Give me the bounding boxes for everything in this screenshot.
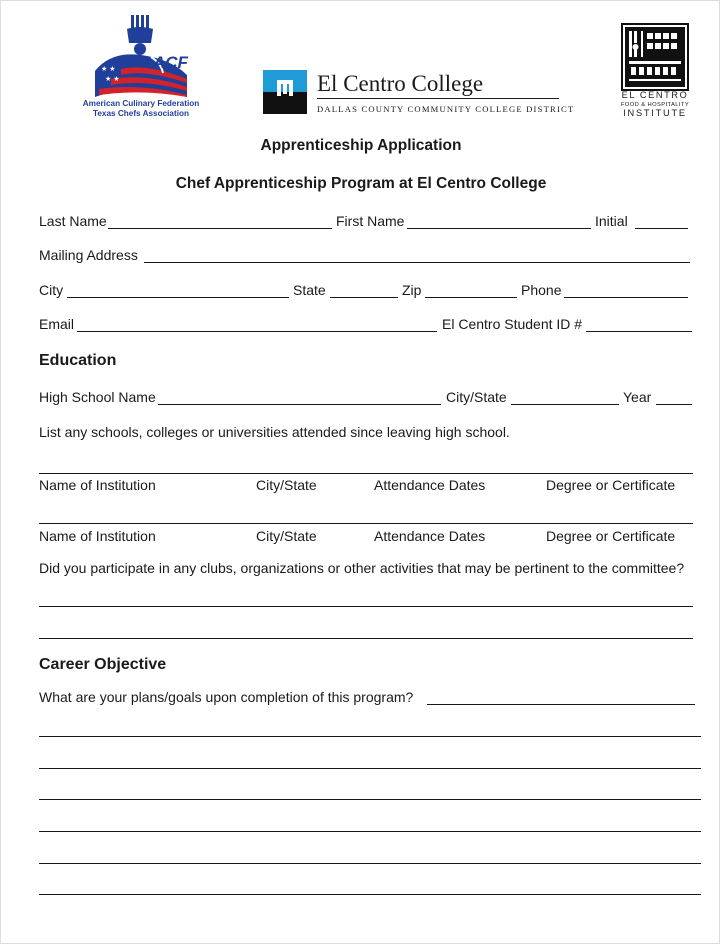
- acf-mark: ACF: [153, 53, 188, 72]
- ecc-emblem-icon: [263, 70, 307, 114]
- col-city-state-2: City/State: [256, 528, 317, 544]
- career-objective-heading: Career Objective: [39, 656, 167, 673]
- state-label: State: [293, 282, 326, 298]
- col-degree-2: Degree or Certificate: [546, 528, 676, 544]
- col-institution-1: Name of Institution: [39, 477, 156, 493]
- city-field[interactable]: [67, 297, 289, 298]
- mailing-address-label: Mailing Address: [39, 247, 138, 263]
- ecc-district: DALLAS COUNTY COMMUNITY COLLEGE DISTRICT: [317, 104, 575, 114]
- hs-year-field[interactable]: [656, 404, 692, 405]
- efhi-line-2: FOOD & HOSPITALITY: [620, 102, 690, 108]
- efhi-line-3: INSTITUTE: [623, 108, 687, 118]
- phone-field[interactable]: [564, 297, 688, 298]
- plans-field-inline[interactable]: [427, 704, 695, 705]
- col-attendance-2: Attendance Dates: [374, 528, 486, 544]
- hs-year-label: Year: [623, 389, 652, 405]
- high-school-name-label: High School Name: [39, 389, 156, 405]
- hs-city-state-label: City/State: [446, 389, 507, 405]
- zip-label: Zip: [402, 282, 422, 298]
- col-city-state-1: City/State: [256, 477, 317, 493]
- efhi-line-1: EL CENTRO: [621, 90, 689, 100]
- efhi-building-logo: [621, 23, 689, 91]
- ecc-name: El Centro College: [317, 71, 484, 96]
- initial-field[interactable]: [635, 228, 688, 229]
- first-name-field[interactable]: [407, 228, 591, 229]
- email-label: Email: [39, 316, 75, 332]
- ecc-logo-mark: [263, 70, 307, 114]
- email-field[interactable]: [77, 331, 437, 332]
- high-school-name-field[interactable]: [158, 404, 441, 405]
- activities-field-2[interactable]: [39, 638, 693, 639]
- last-name-field[interactable]: [108, 228, 332, 229]
- institution-1-field[interactable]: [39, 473, 693, 474]
- acf-chef-flag-icon: [91, 13, 211, 103]
- first-name-label: First Name: [336, 213, 405, 229]
- page-subtitle: Chef Apprenticeship Program at El Centro College: [175, 175, 547, 192]
- svg-text:★ ★: ★ ★: [105, 76, 120, 83]
- state-field[interactable]: [330, 297, 398, 298]
- student-id-label: El Centro Student ID #: [442, 316, 583, 332]
- plans-field-3[interactable]: [39, 799, 701, 800]
- initial-label: Initial: [595, 213, 628, 229]
- schools-prompt: List any schools, colleges or universities attended since leaving high school.: [39, 424, 510, 440]
- page-title: Apprenticeship Application: [260, 137, 462, 154]
- plans-field-1[interactable]: [39, 736, 701, 737]
- phone-label: Phone: [521, 282, 562, 298]
- mailing-address-field[interactable]: [144, 262, 690, 263]
- education-heading: Education: [39, 352, 117, 369]
- svg-text:★ ★: ★ ★: [101, 66, 116, 73]
- building-icon: [621, 23, 689, 91]
- zip-field[interactable]: [425, 297, 517, 298]
- institution-2-field[interactable]: [39, 523, 693, 524]
- col-degree-1: Degree or Certificate: [546, 477, 676, 493]
- acf-line-2: Texas Chefs Association: [92, 109, 189, 118]
- plans-prompt: What are your plans/goals upon completion of this program?: [39, 689, 414, 705]
- plans-field-4[interactable]: [39, 831, 701, 832]
- plans-field-2[interactable]: [39, 768, 701, 769]
- col-attendance-1: Attendance Dates: [374, 477, 486, 493]
- hs-city-state-field[interactable]: [511, 404, 619, 405]
- acf-line-1: American Culinary Federation: [82, 99, 200, 108]
- city-label: City: [39, 282, 64, 298]
- ecc-divider: [317, 98, 559, 99]
- student-id-field[interactable]: [586, 331, 692, 332]
- activities-prompt: Did you participate in any clubs, organizations or other activities that may be pertinent to the committee?: [39, 560, 685, 576]
- activities-field-1[interactable]: [39, 606, 693, 607]
- last-name-label: Last Name: [39, 213, 107, 229]
- acf-logo: [91, 13, 211, 103]
- col-institution-2: Name of Institution: [39, 528, 156, 544]
- plans-field-5[interactable]: [39, 863, 701, 864]
- plans-field-6[interactable]: [39, 894, 701, 895]
